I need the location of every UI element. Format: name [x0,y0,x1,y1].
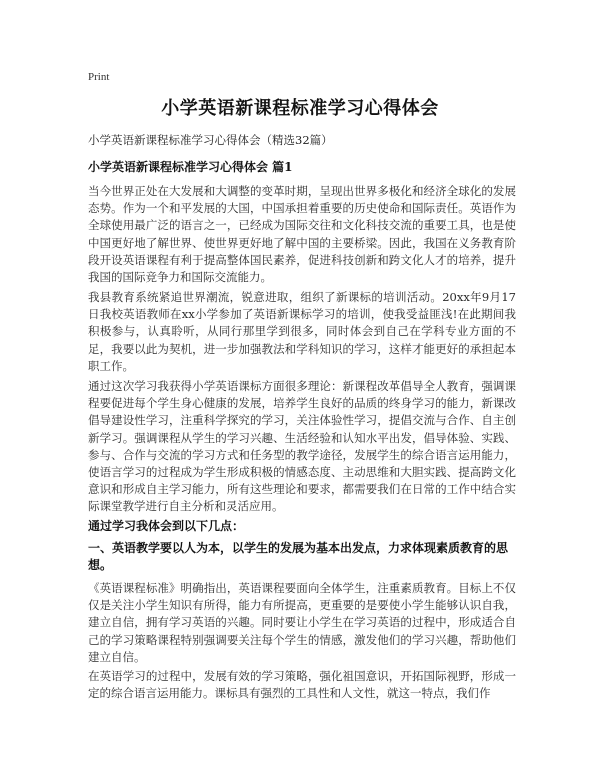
paragraph: 《英语课程标准》明确指出，英语课程要面向全体学生，注重素质教育。目标上不仅仅是关注小学生知识有所得，能力有所提高，更重要的是要使小学生能够认识自我，建立自信，拥有学习英语的兴趣。同时要让小学生在学习英语的过程中，形成适合自己的学习策略课程特别强调要关注每个学生的情感，激发他们的学习兴趣，帮助他们建立自信。 [88,581,516,664]
paragraph: 在英语学习的过程中，发展有效的学习策略，强化祖国意识，开拓国际视野，形成一定的综合语言运用能力。课标具有强烈的工具性和人文性，就这一特点，我们作 [88,669,516,701]
point-one-heading: 一、英语教学要以人为本，以学生的发展为基本出发点，力求体现素质教育的思想。 [88,541,509,572]
paragraph: 当今世界正处在大发展和大调整的变革时期，呈现出世界多极化和经济全球化的发展态势。作为一个和平发展的大国，中国承担着重要的历史使命和国际责任。英语作为全球使用最广泛的语言之一，已经成为国际交往和文化科技交流的重要工具，也是使中国更好地了解世界、使世界更好地了解中国的主要桥梁。因此，我国在义务教育阶段开设英语课程有利于提高整体国民素养，促进科技创新和跨文化人才的培养，提升我国的国际竞争力和国际交流能力。 [88,184,516,285]
paragraph: 我县教育系统紧追世界潮流，锐意进取，组织了新课标的培训活动。20xx年9月17日我校英语教师在xx小学参加了英语新课标学习的培训，使我受益匪浅!在此期间我积极参与，认真聆听，从同行那里学到很多，同时体会到自己在学科专业方面的不足，我要以此为契机，进一步加强教法和学科知识的学习，这样才能更好的承担起本职工作。 [88,290,516,373]
points-heading: 通过学习我体会到以下几点： [88,519,245,533]
paragraph: 通过这次学习我获得小学英语课标方面很多理论：新课程改革倡导全人教育，强调课程要促进每个学生身心健康的发展，培养学生良好的品质的终身学习的能力，新课改倡导建设性学习，注重科学探究的学习，关注体验性学习，提倡交流与合作、自主创新学习。强调课程从学生的学习兴趣、生活经验和认知水平出发，倡导体验、实践、参与、合作与交流的学习方式和任务型的教学途径，发展学生的综合语言运用能力，使语言学习的过程成为学生形成积极的情感态度、主动思维和大胆实践、提高跨文化意识和形成自主学习能力，所有这些理论和要求，都需要我们在日常的工作中结合实际课堂教学进行自主分析和灵活应用。 [88,379,516,514]
page-subtitle: 小学英语新课程标准学习心得体会（精选32篇） [88,133,333,147]
section-heading: 小学英语新课程标准学习心得体会 篇1 [88,160,293,174]
print-link[interactable]: Print [88,71,110,83]
page-title: 小学英语新课程标准学习心得体会 [161,98,439,119]
